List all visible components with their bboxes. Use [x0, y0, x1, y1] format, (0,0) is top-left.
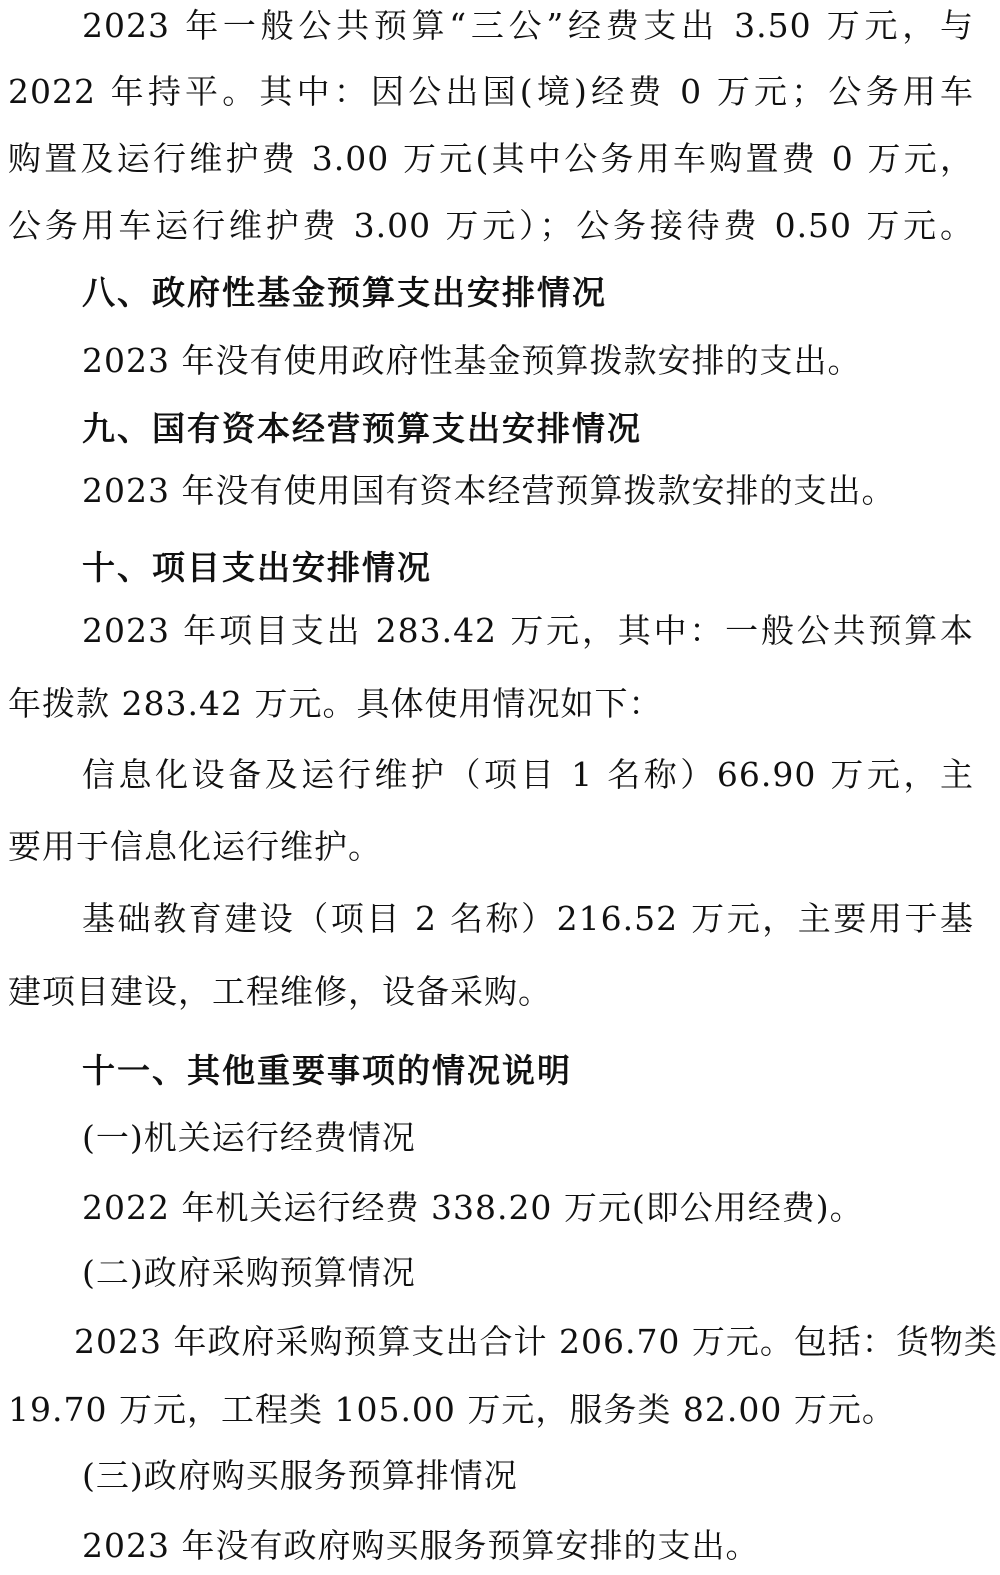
section-heading: 八、政府性基金预算支出安排情况	[82, 273, 607, 312]
paragraph-line: 公务用车运行维护费 3.00 万元）；公务接待费 0.50 万元。	[8, 206, 974, 245]
paragraph-line: 建项目建设，工程维修，设备采购。	[8, 972, 552, 1011]
paragraph-line: 2023 年没有使用国有资本经营预算拨款安排的支出。	[82, 471, 896, 510]
paragraph-line: 购置及运行维护费 3.00 万元(其中公务用车购置费 0 万元，	[8, 139, 974, 178]
section-heading: 九、国有资本经营预算支出安排情况	[82, 409, 642, 448]
paragraph-line: 2023 年没有使用政府性基金预算拨款安排的支出。	[82, 341, 862, 380]
paragraph-line: 2023 年没有政府购买服务预算安排的支出。	[82, 1526, 760, 1565]
section-heading: 十、项目支出安排情况	[82, 548, 432, 587]
subsection-heading: (三)政府购买服务预算排情况	[82, 1456, 518, 1495]
subsection-heading: (一)机关运行经费情况	[82, 1118, 416, 1157]
paragraph-line: 2022 年机关运行经费 338.20 万元(即公用经费)。	[82, 1188, 864, 1227]
paragraph-line: 2023 年项目支出 283.42 万元，其中：一般公共预算本	[82, 611, 974, 650]
section-heading: 十一、其他重要事项的情况说明	[82, 1051, 572, 1090]
paragraph-line: 要用于信息化运行维护。	[8, 827, 382, 866]
paragraph-line: 年拨款 283.42 万元。具体使用情况如下：	[8, 684, 663, 723]
paragraph-line: 2023 年一般公共预算“三公”经费支出 3.50 万元，与	[82, 6, 974, 45]
paragraph-line: 2022 年持平。其中：因公出国(境)经费 0 万元；公务用车	[8, 72, 974, 111]
paragraph-line: 2023 年政府采购预算支出合计 206.70 万元。包括：货物类	[74, 1322, 998, 1361]
paragraph-line: 19.70 万元，工程类 105.00 万元，服务类 82.00 万元。	[8, 1390, 896, 1429]
paragraph-line: 信息化设备及运行维护（项目 1 名称）66.90 万元，主	[82, 755, 974, 794]
subsection-heading: (二)政府采购预算情况	[82, 1253, 416, 1292]
paragraph-line: 基础教育建设（项目 2 名称）216.52 万元，主要用于基	[82, 899, 974, 938]
